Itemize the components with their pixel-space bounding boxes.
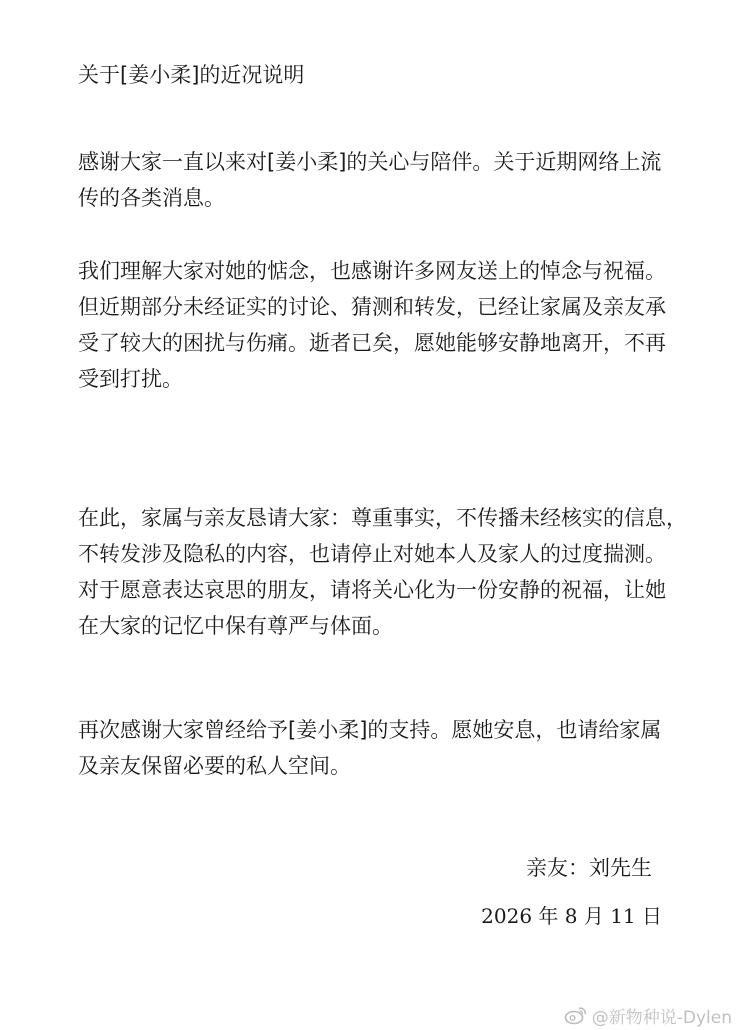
text-line: 感谢大家一直以来对[姜小柔]的关心与陪伴。关于近期网络上流 (78, 150, 662, 174)
weibo-icon (564, 1005, 588, 1025)
signature: 亲友：刘先生 (526, 856, 652, 880)
text-line: 在大家的记忆中保有尊严与体面。 (78, 614, 393, 638)
paragraph-gratitude (78, 144, 678, 216)
text-line: 我们理解大家对她的惦念，也感谢许多网友送上的悼念与祝福。 (78, 259, 666, 283)
text-line: 不转发涉及隐私的内容，也请停止对她本人及家人的过度揣测。 (78, 542, 666, 566)
document-date: 2026 年 8 月 11 日 (481, 904, 662, 928)
watermark-text: @新物种说-Dylen (591, 1007, 732, 1028)
text-line: 对于愿意表达哀思的朋友，请将关心化为一份安静的祝福，让她 (78, 578, 666, 602)
text-line: 但近期部分未经证实的讨论、猜测和转发，已经让家属及亲友承 (78, 295, 666, 319)
watermark (564, 1002, 732, 1028)
text-line: 受到打扰。 (78, 367, 183, 391)
paragraph-concern (78, 253, 678, 397)
document-title: 关于[姜小柔]的近况说明 (78, 63, 305, 87)
text-line: 传的各类消息。 (78, 186, 225, 210)
text-line: 及亲友保留必要的私人空间。 (78, 754, 351, 778)
text-line: 再次感谢大家曾经给予[姜小柔]的支持。愿她安息，也请给家属 (78, 718, 662, 742)
paragraph-closing (78, 712, 678, 784)
text-line: 在此，家属与亲友恳请大家：尊重事实，不传播未经核实的信息， (78, 506, 687, 530)
paragraph-request (78, 500, 687, 644)
text-line: 受了较大的困扰与伤痛。逝者已矣，愿她能够安静地离开，不再 (78, 331, 666, 355)
